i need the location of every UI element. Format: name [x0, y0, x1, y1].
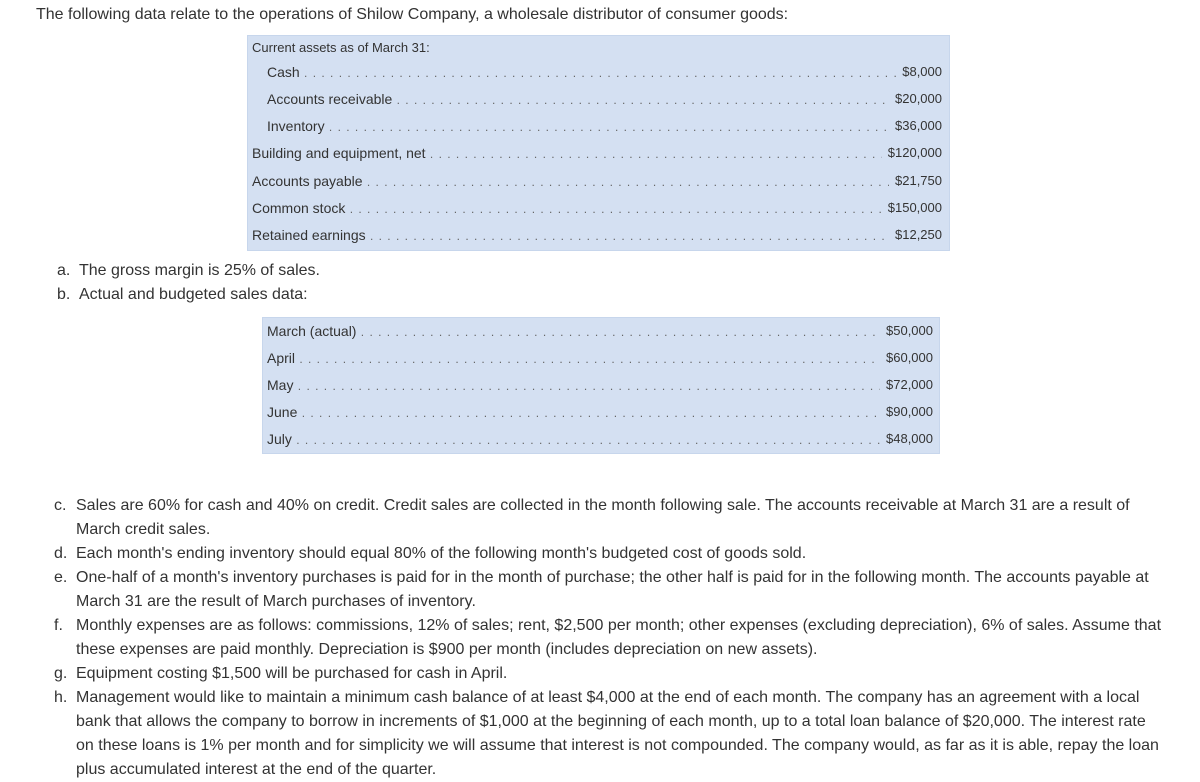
row-value: $8,000	[896, 63, 942, 81]
row-value: $48,000	[880, 430, 933, 448]
sales-row-may	[267, 376, 933, 394]
row-value: $20,000	[889, 90, 942, 108]
row-label: Inventory	[267, 118, 325, 134]
row-value: $21,750	[889, 172, 942, 190]
sales-data-table	[262, 317, 940, 454]
row-label: Retained earnings	[252, 227, 366, 243]
item-text: Actual and budgeted sales data:	[79, 286, 308, 303]
balance-table-header: Current assets as of March 31:	[252, 40, 430, 55]
sales-row-march	[267, 322, 933, 340]
items-a-b	[57, 259, 1167, 307]
row-value: $150,000	[882, 199, 942, 217]
item-letter: h.	[54, 689, 68, 706]
item-text: Each month's ending inventory should equal 80% of the following month's budgeted cost of goods sold.	[76, 545, 807, 562]
row-label: July	[267, 431, 292, 447]
list-item-a	[57, 259, 1167, 283]
balance-row-cash	[267, 63, 942, 81]
row-label: May	[267, 377, 294, 393]
row-label: March (actual)	[267, 323, 357, 339]
item-letter: c.	[54, 497, 67, 514]
row-value: $120,000	[882, 144, 942, 162]
item-letter: b.	[57, 286, 71, 303]
row-value: $60,000	[880, 349, 933, 367]
list-item-f	[54, 614, 1164, 662]
intro-paragraph: The following data relate to the operations of Shilow Company, a wholesale distributor of consumer goods:	[36, 6, 789, 23]
item-letter: f.	[54, 617, 63, 634]
sales-row-april	[267, 349, 933, 367]
row-label: Common stock	[252, 200, 346, 216]
balance-row-retained-earnings	[252, 226, 942, 244]
list-item-g	[54, 662, 1164, 686]
list-item-e	[54, 566, 1164, 614]
row-label: Accounts payable	[252, 173, 363, 189]
item-letter: e.	[54, 569, 68, 586]
row-label: Cash	[267, 64, 300, 80]
item-letter: d.	[54, 545, 68, 562]
row-label: June	[267, 404, 298, 420]
row-value: $72,000	[880, 376, 933, 394]
item-text: Sales are 60% for cash and 40% on credit. Credit sales are collected in the month following sale. The accounts receivable at March 31 are a result of March credit sales.	[76, 497, 1130, 538]
item-text: One-half of a month's inventory purchases is paid for in the month of purchase; the other half is paid for in the following month. The accounts payable at March 31 are the result of March purchases of inventory.	[76, 569, 1149, 610]
items-c-h	[54, 494, 1164, 782]
item-text: Management would like to maintain a minimum cash balance of at least $4,000 at the end of each month. The company has an agreement with a local bank that allows the company to borrow in increments of $1,000 at the beginning of each month, up to a total loan balance of $20,000. The interest rate on these loans is 1% per month and for simplicity we will assume that interest is not compounded. The company would, as far as it is able, repay the loan plus accumulated interest at the end of the quarter.	[76, 689, 1159, 778]
row-value: $50,000	[880, 322, 933, 340]
balance-row-building-equipment	[252, 144, 942, 162]
list-item-c	[54, 494, 1164, 542]
row-value: $12,250	[889, 226, 942, 244]
row-label: Building and equipment, net	[252, 145, 426, 161]
item-letter: g.	[54, 665, 68, 682]
row-value: $90,000	[880, 403, 933, 421]
item-letter: a.	[57, 262, 71, 279]
row-label: April	[267, 350, 296, 366]
list-item-b	[57, 283, 1167, 307]
list-item-d	[54, 542, 1164, 566]
sales-row-june	[267, 403, 933, 421]
balance-row-common-stock	[252, 199, 942, 217]
balance-sheet-table	[247, 35, 950, 251]
list-item-h	[54, 686, 1164, 782]
item-text: Monthly expenses are as follows: commissions, 12% of sales; rent, $2,500 per month; other expenses (excluding depreciation), 6% of sales. Assume that these expenses are paid monthly. Depreciation is $900 per month (includes depreciation on new assets).	[76, 617, 1162, 658]
balance-row-inventory	[267, 117, 942, 135]
balance-row-accounts-payable	[252, 172, 942, 190]
row-value: $36,000	[889, 117, 942, 135]
sales-row-july	[267, 430, 933, 448]
row-label: Accounts receivable	[267, 91, 393, 107]
balance-row-accounts-receivable	[267, 90, 942, 108]
item-text: The gross margin is 25% of sales.	[79, 262, 320, 279]
item-text: Equipment costing $1,500 will be purchased for cash in April.	[76, 665, 508, 682]
